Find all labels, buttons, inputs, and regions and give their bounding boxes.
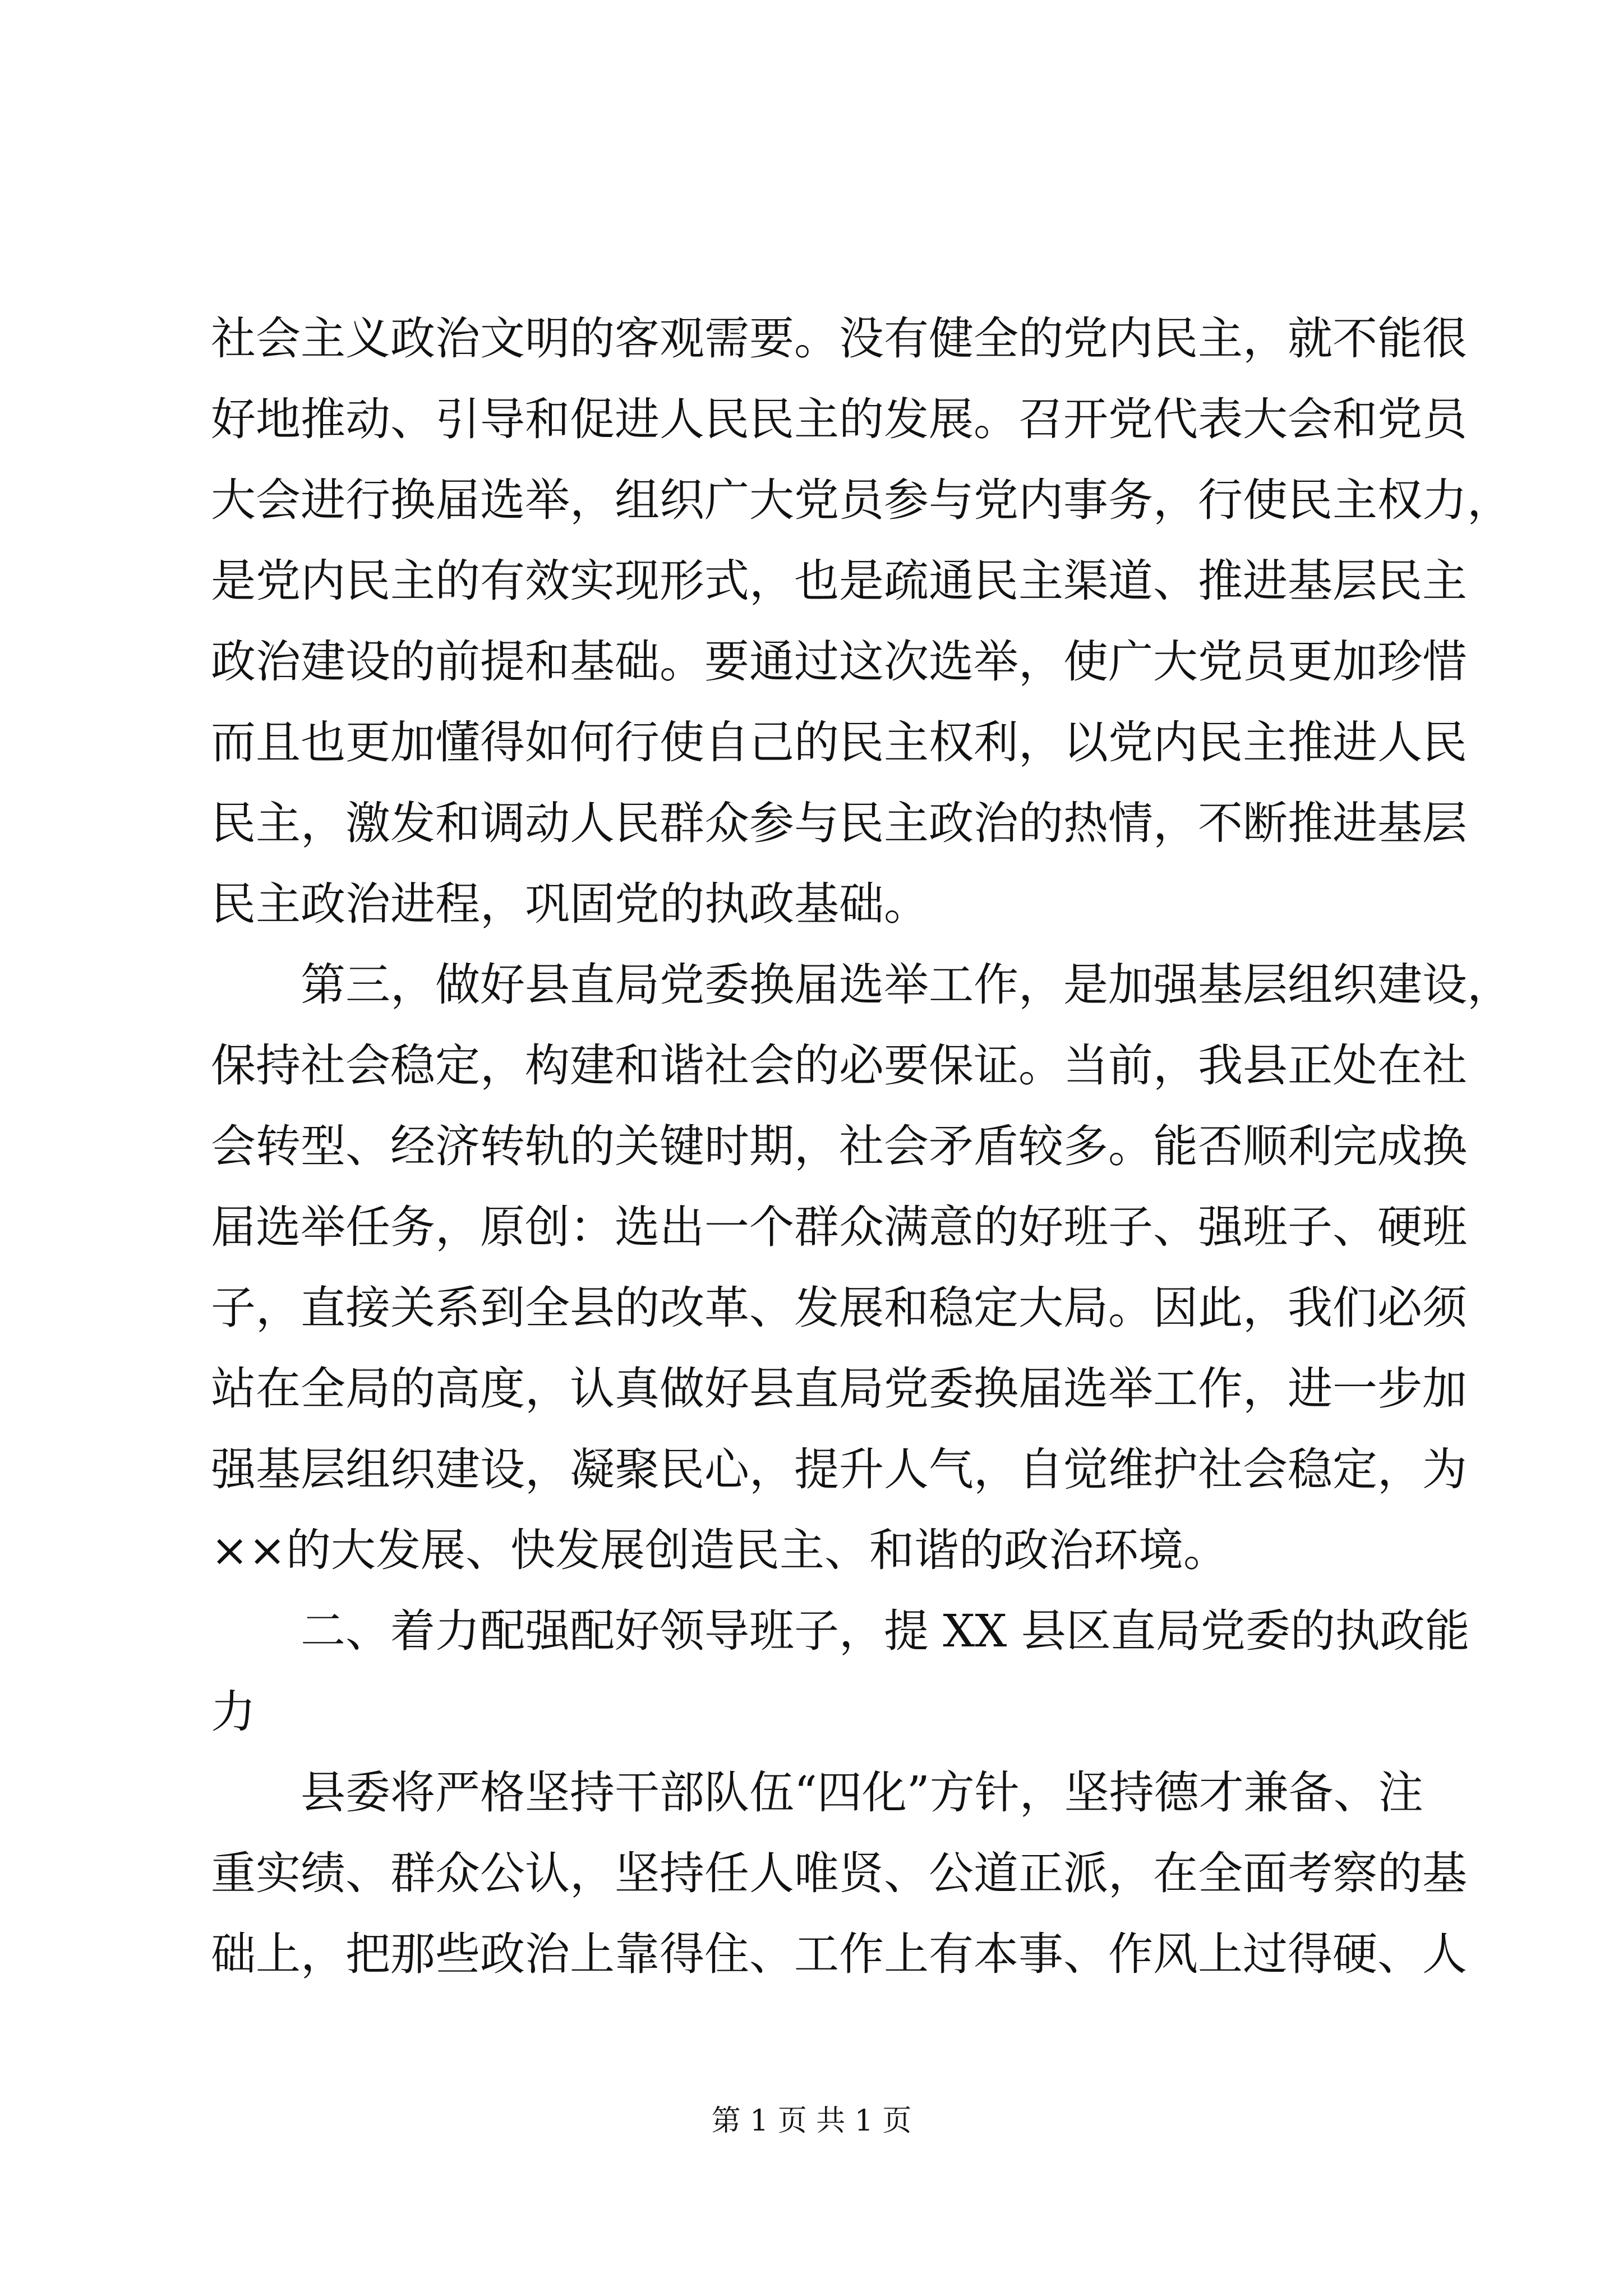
text-line: 会转型、经济转轨的关键时期，社会矛盾较多。能否顺利完成换 xyxy=(211,1120,1467,1172)
text-line: 第三，做好县直局党委换届选举工作，是加强基层组织建设， xyxy=(211,959,1512,1011)
text-line: 强基层组织建设，凝聚民心，提升人气，自觉维护社会稳定，为 xyxy=(211,1443,1467,1496)
text-line: 重实绩、群众公认，坚持任人唯贤、公道正派，在全面考察的基 xyxy=(211,1847,1467,1899)
text-line: 政治建设的前提和基础。要通过这次选举，使广大党员更加珍惜 xyxy=(211,636,1467,688)
text-line: 县委将严格坚持干部队伍“四化”方针，坚持德才兼备、注 xyxy=(211,1766,1423,1819)
document-body xyxy=(211,298,1512,1995)
text-line: 而且也更加懂得如何行使自己的民主权利，以党内民主推进人民 xyxy=(211,716,1467,769)
section-heading-line: 二、着力配强配好领导班子，提 XX 县区直局党委的执政能 xyxy=(211,1605,1470,1657)
text-line: 子，直接关系到全县的改革、发展和稳定大局。因此，我们必须 xyxy=(211,1282,1467,1334)
text-line: ××的大发展、快发展创造民主、和谐的政治环境。 xyxy=(211,1524,1229,1576)
text-line: 届选举任务，原创：选出一个群众满意的好班子、强班子、硬班 xyxy=(211,1201,1467,1253)
text-line: 础上，把那些政治上靠得住、工作上有本事、作风上过得硬、人 xyxy=(211,1928,1467,1980)
text-line: 大会进行换届选举，组织广大党员参与党内事务，行使民主权力， xyxy=(211,474,1512,526)
text-line: 是党内民主的有效实现形式，也是疏通民主渠道、推进基层民主 xyxy=(211,555,1467,607)
page-number-footer: 第 1 页 共 1 页 xyxy=(711,2104,912,2138)
text-line: 保持社会稳定，构建和谐社会的必要保证。当前，我县正处在社 xyxy=(211,1039,1467,1092)
text-line: 站在全局的高度，认真做好县直局党委换届选举工作，进一步加 xyxy=(211,1363,1467,1415)
text-line: 社会主义政治文明的客观需要。没有健全的党内民主，就不能很 xyxy=(211,312,1467,365)
text-line: 民主，激发和调动人民群众参与民主政治的热情，不断推进基层 xyxy=(211,797,1467,849)
text-line: 好地推动、引导和促进人民民主的发展。召开党代表大会和党员 xyxy=(211,393,1467,445)
section-heading-line: 力 xyxy=(211,1686,256,1738)
text-line: 民主政治进程，巩固党的执政基础。 xyxy=(211,878,929,930)
